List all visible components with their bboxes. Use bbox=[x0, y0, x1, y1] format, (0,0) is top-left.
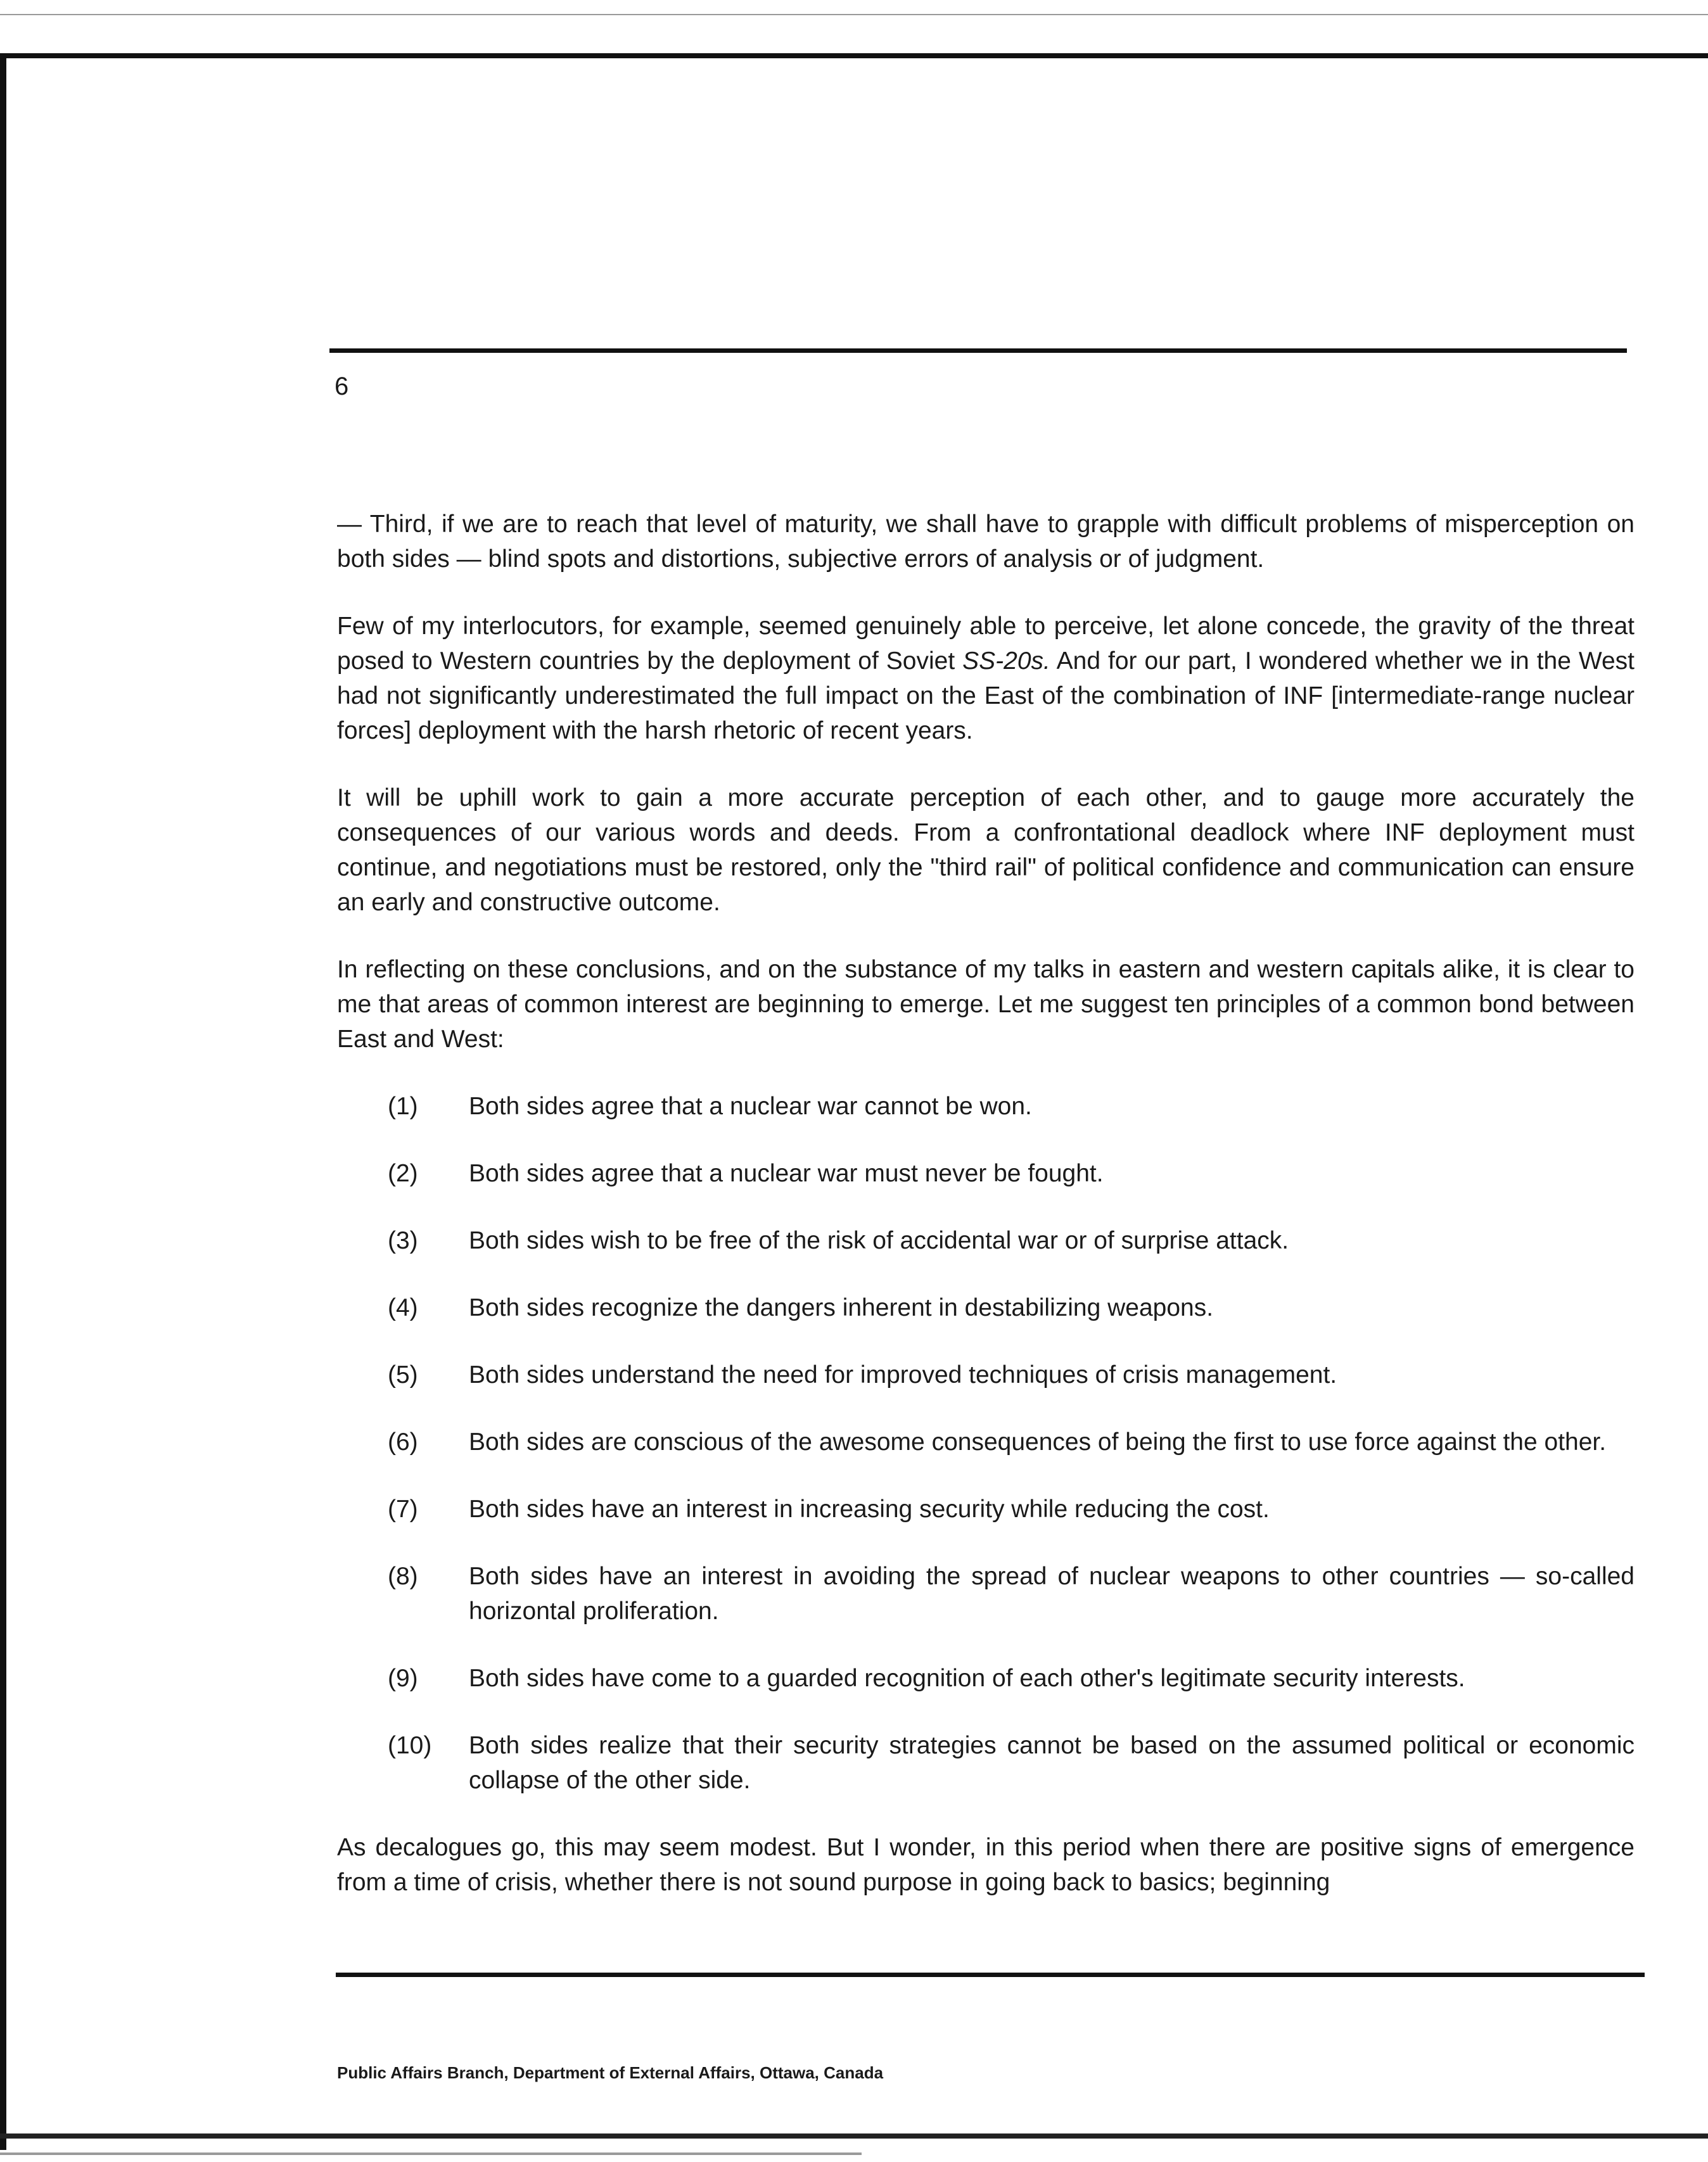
principle-item bbox=[337, 1358, 1635, 1392]
principle-item bbox=[337, 1223, 1635, 1258]
principles-list bbox=[337, 1089, 1635, 1798]
ss20-emphasis: SS-20s. bbox=[962, 647, 1050, 675]
principle-item bbox=[337, 1728, 1635, 1798]
footer-rule bbox=[336, 1973, 1645, 1977]
principle-item bbox=[337, 1290, 1635, 1325]
principle-number: (3) bbox=[388, 1227, 418, 1254]
principle-number: (4) bbox=[388, 1294, 418, 1321]
principle-text: Both sides wish to be free of the risk of accidental war or of surprise attack. bbox=[469, 1227, 1289, 1254]
principle-item bbox=[337, 1661, 1635, 1696]
page-number: 6 bbox=[335, 372, 349, 400]
principle-text: Both sides realize that their security strategies cannot be based on the assumed political or economic collapse of the other side. bbox=[469, 1732, 1635, 1794]
scan-frame-left-border bbox=[0, 53, 6, 2150]
principle-text: Both sides agree that a nuclear war cannot be won. bbox=[469, 1093, 1032, 1120]
scan-bottom-edge-line bbox=[0, 2152, 862, 2155]
principle-item bbox=[337, 1089, 1635, 1124]
principle-text: Both sides recognize the dangers inherent in destabilizing weapons. bbox=[469, 1294, 1214, 1321]
scan-top-edge-line bbox=[0, 14, 1708, 15]
paragraph-interlocutors-part1: Few of my interlocutors, for example, seemed genuinely able to perceive, let alone concede, the gravity of the threat posed to Western countries by the deployment of Soviet bbox=[337, 613, 1635, 675]
header-rule bbox=[329, 348, 1627, 353]
paragraph-uphill-work: It will be uphill work to gain a more accurate perception of each other, and to gauge more accurately the consequences of our various words and deeds. From a confrontational deadlock where INF deployment must continue, and negotiations must be restored, only the "third rail" of political confidence and communication can ensure an early and constructive outcome. bbox=[337, 784, 1635, 916]
principle-number: (5) bbox=[388, 1361, 418, 1389]
scan-frame-top-border bbox=[0, 53, 1708, 58]
principle-number: (1) bbox=[388, 1093, 418, 1120]
scan-frame-bottom-border bbox=[0, 2133, 1708, 2139]
principle-item bbox=[337, 1492, 1635, 1527]
principle-text: Both sides have an interest in increasing security while reducing the cost. bbox=[469, 1496, 1270, 1523]
paragraph-third-point: — Third, if we are to reach that level of maturity, we shall have to grapple with difficult problems of misperception on both sides — blind spots and distortions, subjective errors of analysis or of judgment. bbox=[337, 511, 1635, 573]
paragraph-interlocutors-part2: And for our part, I wondered whether we in the West had not significantly underestimated the full impact on the East of the combination of INF [intermediate-range nuclear forces] deployment with the harsh rhetoric of recent years. bbox=[337, 647, 1635, 744]
principle-item bbox=[337, 1559, 1635, 1629]
principle-item bbox=[337, 1156, 1635, 1191]
principle-text: Both sides have an interest in avoiding the spread of nuclear weapons to other countries — so-called horizontal proliferation. bbox=[469, 1563, 1635, 1625]
principle-number: (8) bbox=[388, 1563, 418, 1590]
principle-text: Both sides have come to a guarded recognition of each other's legitimate security interests. bbox=[469, 1665, 1465, 1692]
paragraph-decalogues: As decalogues go, this may seem modest. But I wonder, in this period when there are positive signs of emergence from a time of crisis, whether there is not sound purpose in going back to basics; beginning bbox=[337, 1834, 1635, 1896]
principle-text: Both sides agree that a nuclear war must never be fought. bbox=[469, 1160, 1104, 1187]
principle-text: Both sides are conscious of the awesome consequences of being the first to use force against the other. bbox=[469, 1428, 1607, 1456]
principle-text: Both sides understand the need for improved techniques of crisis management. bbox=[469, 1361, 1337, 1389]
footer-publisher: Public Affairs Branch, Department of External Affairs, Ottawa, Canada bbox=[337, 2063, 884, 2082]
principle-number: (6) bbox=[388, 1428, 418, 1456]
principle-item bbox=[337, 1425, 1635, 1459]
document-body bbox=[337, 507, 1635, 1932]
principle-number: (9) bbox=[388, 1665, 418, 1692]
principle-number: (7) bbox=[388, 1496, 418, 1523]
paragraph-reflecting: In reflecting on these conclusions, and on the substance of my talks in eastern and western capitals alike, it is clear to me that areas of common interest are beginning to emerge. Let me suggest ten principles of a common bond between East and West: bbox=[337, 956, 1635, 1053]
principle-number: (2) bbox=[388, 1160, 418, 1187]
paragraph-interlocutors bbox=[337, 609, 1635, 748]
principle-number: (10) bbox=[388, 1732, 432, 1759]
